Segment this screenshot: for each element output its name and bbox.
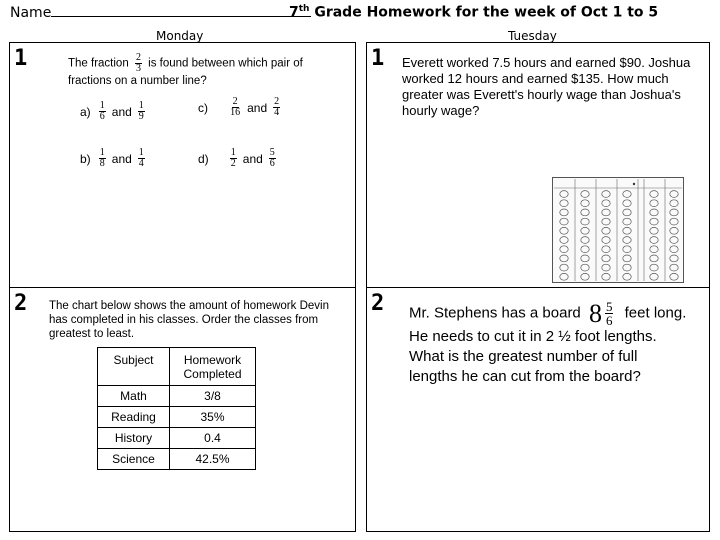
table-header-cell: Subject xyxy=(98,348,170,386)
tuesday-q2-text: Mr. Stephens has a board 8 $\frac{5}{6}$ feet long. He needs to cut it in 2 ½ foot lengths. What is the greatest number of full lengths he can cut from the board? xyxy=(409,298,687,385)
answer-bubble[interactable] xyxy=(670,227,678,234)
question-number: 2 xyxy=(14,291,28,316)
table-cell: Reading xyxy=(98,407,170,428)
tuesday-q1-text: Everett worked 7.5 hours and earned $90. Joshua worked 12 hours and earned $135. How much greater was Everett's hourly wage than Joshua's hourly wage? xyxy=(402,55,691,118)
table-cell: Science xyxy=(98,449,170,470)
answer-bubble[interactable] xyxy=(602,255,610,262)
table-cell: 0.4 xyxy=(170,428,256,449)
table-cell: Math xyxy=(98,386,170,407)
answer-bubble[interactable] xyxy=(623,227,631,234)
answer-bubble[interactable] xyxy=(560,255,568,262)
answer-bubble[interactable] xyxy=(560,264,568,271)
answer-bubble[interactable] xyxy=(623,237,631,244)
column-heading-tuesday: Tuesday xyxy=(508,29,557,43)
answer-option-d[interactable]: d) $\frac{1}{2}$ and $\frac{5}{6}$ xyxy=(198,147,275,169)
answer-bubble[interactable] xyxy=(623,264,631,271)
table-cell: 35% xyxy=(170,407,256,428)
answer-bubble[interactable] xyxy=(602,218,610,225)
answer-bubble[interactable] xyxy=(581,227,589,234)
answer-bubble[interactable] xyxy=(623,255,631,262)
answer-bubble[interactable] xyxy=(650,264,658,271)
answer-bubble[interactable] xyxy=(623,218,631,225)
monday-q2-text: The chart below shows the amount of homework Devin has completed in his classes. Order the classes from greatest to least. xyxy=(49,300,329,340)
answer-bubble[interactable] xyxy=(581,264,589,271)
answer-bubble[interactable] xyxy=(650,273,658,280)
answer-bubble[interactable] xyxy=(581,255,589,262)
answer-bubble[interactable] xyxy=(650,200,658,207)
answer-bubble[interactable] xyxy=(670,209,678,216)
table-header-cell: Homework Completed xyxy=(170,348,256,386)
answer-bubble[interactable] xyxy=(623,273,631,280)
name-label: Name xyxy=(10,5,52,21)
answer-bubble[interactable] xyxy=(602,227,610,234)
answer-option-b[interactable]: b) $\frac{1}{8}$ and $\frac{1}{4}$ xyxy=(80,147,144,169)
answer-bubble[interactable] xyxy=(670,237,678,244)
answer-bubble[interactable] xyxy=(560,191,568,198)
answer-option-c[interactable]: c) $\frac{2}{16}$ and $\frac{2}{4}$ xyxy=(198,96,280,118)
answer-bubble[interactable] xyxy=(602,264,610,271)
table-row xyxy=(98,428,256,449)
table-cell: History xyxy=(98,428,170,449)
question-number: 2 xyxy=(371,291,385,316)
answer-bubble[interactable] xyxy=(602,191,610,198)
answer-bubble[interactable] xyxy=(560,237,568,244)
answer-bubble[interactable] xyxy=(581,237,589,244)
answer-bubble[interactable] xyxy=(623,209,631,216)
answer-bubble[interactable] xyxy=(670,191,678,198)
answer-bubble-grid-svg xyxy=(553,178,683,282)
answer-bubble[interactable] xyxy=(623,200,631,207)
answer-bubble[interactable] xyxy=(670,255,678,262)
question-number: 1 xyxy=(371,46,385,71)
answer-bubble[interactable] xyxy=(650,209,658,216)
answer-bubble[interactable] xyxy=(560,209,568,216)
answer-bubble[interactable] xyxy=(581,191,589,198)
table-header-row xyxy=(98,348,256,386)
answer-bubble[interactable] xyxy=(581,218,589,225)
table-cell: 3/8 xyxy=(170,386,256,407)
answer-bubble[interactable] xyxy=(670,246,678,253)
answer-bubble[interactable] xyxy=(602,273,610,280)
answer-bubble[interactable] xyxy=(560,273,568,280)
answer-bubble[interactable] xyxy=(623,191,631,198)
name-field[interactable] xyxy=(10,4,311,21)
name-blank-line[interactable] xyxy=(51,4,311,17)
answer-bubble[interactable] xyxy=(560,200,568,207)
column-heading-monday: Monday xyxy=(156,29,204,43)
answer-bubble-grid[interactable] xyxy=(552,177,684,283)
answer-bubble[interactable] xyxy=(560,227,568,234)
answer-bubble[interactable] xyxy=(602,209,610,216)
fraction-two-thirds: $\frac{2}{3}$ xyxy=(135,52,141,74)
answer-bubble[interactable] xyxy=(670,264,678,271)
answer-bubble[interactable] xyxy=(670,273,678,280)
answer-bubble[interactable] xyxy=(581,200,589,207)
answer-bubble[interactable] xyxy=(650,218,658,225)
table-row xyxy=(98,407,256,428)
answer-bubble[interactable] xyxy=(670,218,678,225)
answer-bubble[interactable] xyxy=(670,200,678,207)
answer-bubble[interactable] xyxy=(650,191,658,198)
answer-bubble[interactable] xyxy=(581,246,589,253)
question-number: 1 xyxy=(14,46,28,71)
decimal-point-dot xyxy=(633,183,635,185)
answer-bubble[interactable] xyxy=(581,209,589,216)
answer-bubble[interactable] xyxy=(650,237,658,244)
monday-q1-text: The fraction $\frac{2}{3}$ is found between which pair of fractions on a number line? xyxy=(68,52,303,87)
answer-bubble[interactable] xyxy=(650,227,658,234)
answer-bubble[interactable] xyxy=(623,246,631,253)
answer-bubble[interactable] xyxy=(602,237,610,244)
table-row xyxy=(98,449,256,470)
answer-bubble[interactable] xyxy=(602,200,610,207)
page-title: 7th Grade Homework for the week of Oct 1 to 5 xyxy=(289,4,659,21)
mixed-number-eight-five-sixths: 8 $\frac{5}{6}$ xyxy=(588,298,613,328)
answer-bubble[interactable] xyxy=(650,255,658,262)
answer-bubble[interactable] xyxy=(560,218,568,225)
table-row xyxy=(98,386,256,407)
answer-bubble[interactable] xyxy=(560,246,568,253)
homework-table xyxy=(97,347,256,470)
answer-bubble[interactable] xyxy=(650,246,658,253)
answer-bubble[interactable] xyxy=(602,246,610,253)
answer-bubble[interactable] xyxy=(581,273,589,280)
table-cell: 42.5% xyxy=(170,449,256,470)
answer-option-a[interactable]: a) $\frac{1}{6}$ and $\frac{1}{9}$ xyxy=(80,100,144,122)
